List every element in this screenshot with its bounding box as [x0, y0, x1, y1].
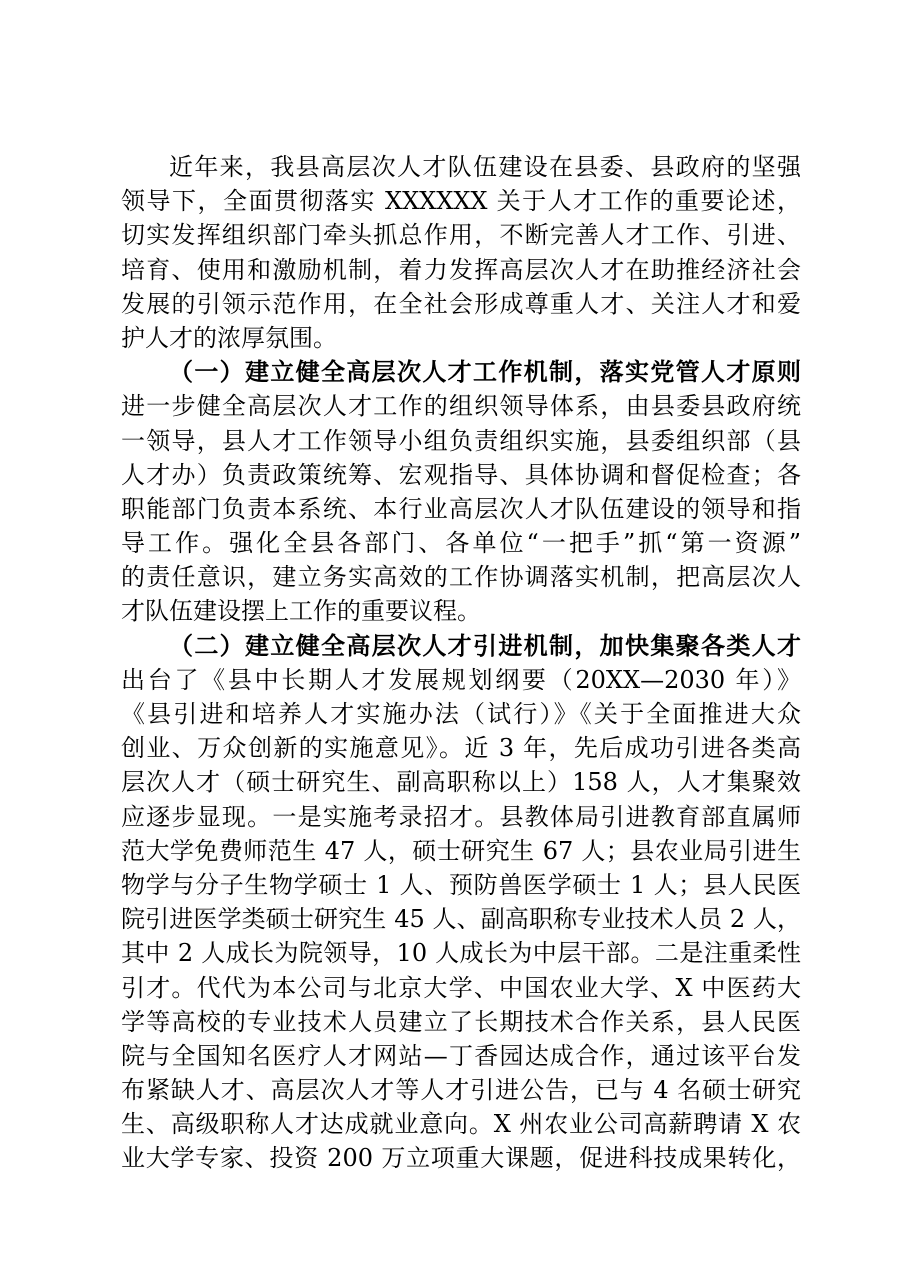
paragraph-intro: [121, 150, 801, 355]
text-line: 人才办）负责政策统筹、宏观指导、具体协调和督促检查；各: [121, 460, 801, 489]
text-line: 创业、万众创新的实施意见》。近 3 年，先后成功引进各类高: [121, 734, 801, 763]
text-line: 切实发挥组织部门牵头抓总作用，不断完善人才工作、引进、: [121, 221, 801, 250]
text-line: 一领导，县人才工作领导小组负责组织实施，县委组织部（县: [121, 426, 801, 455]
text-line: 职能部门负责本系统、本行业高层次人才队伍建设的领导和指: [121, 494, 801, 523]
text-line: 近年来，我县高层次人才队伍建设在县委、县政府的坚强: [169, 153, 801, 181]
text-line: 的责任意识，建立务实高效的工作协调落实机制，把高层次人: [121, 563, 801, 592]
text-line: 《县引进和培养人才实施办法（试行）》《关于全面推进大众: [121, 700, 801, 728]
text-line: 护人才的浓厚氛围。: [121, 323, 337, 352]
text-line: 培育、使用和激励机制，着力发挥高层次人才在助推经济社会: [121, 255, 801, 284]
document-body: [121, 150, 801, 1176]
text-line: 才队伍建设摆上工作的重要议程。: [121, 597, 481, 626]
text-line: 应逐步显现。一是实施考录招才。县教体局引进教育部直属师: [121, 802, 801, 831]
text-line: 其中 2 人成长为院领导，10 人成长为中层干部。二是注重柔性: [121, 939, 801, 968]
paragraph-section-2: [121, 663, 801, 1176]
text-line: 出台了《县中长期人才发展规划纲要（20XX—2030 年）》: [121, 665, 801, 694]
text-line: 进一步健全高层次人才工作的组织领导体系，由县委县政府统: [121, 392, 801, 421]
text-line: 导工作。强化全县各部门、各单位“一把手”抓“第一资源”: [121, 529, 801, 558]
section-heading-2: （二）建立健全高层次人才引进机制，加快集聚各类人才: [169, 631, 801, 660]
section-heading-1: （一）建立健全高层次人才工作机制，落实党管人才原则: [169, 358, 801, 387]
text-line: 发展的引领示范作用，在全社会形成尊重人才、关注人才和爱: [121, 289, 801, 318]
paragraph-section-1: [121, 389, 801, 628]
text-line: 院与全国知名医疗人才网站—丁香园达成合作，通过该平台发: [121, 1041, 801, 1070]
text-line: 层次人才（硕士研究生、副高职称以上）158 人，人才集聚效: [121, 768, 801, 797]
text-line: 业大学专家、投资 200 万立项重大课题，促进科技成果转化，: [121, 1144, 801, 1173]
text-line: 院引进医学类硕士研究生 45 人、副高职称专业技术人员 2 人，: [121, 905, 801, 934]
text-line: 学等高校的专业技术人员建立了长期技术合作关系，县人民医: [121, 1007, 801, 1036]
text-line: 物学与分子生物学硕士 1 人、预防兽医学硕士 1 人；县人民医: [121, 870, 801, 899]
text-line: 布紧缺人才、高层次人才等人才引进公告，已与 4 名硕士研究: [121, 1076, 801, 1105]
text-line: 范大学免费师范生 47 人，硕士研究生 67 人；县农业局引进生: [121, 836, 801, 865]
text-line: 引才。代代为本公司与北京大学、中国农业大学、X 中医药大: [121, 973, 801, 1002]
text-line: 领导下，全面贯彻落实 XXXXXX 关于人才工作的重要论述，: [121, 187, 801, 216]
text-line: 生、高级职称人才达成就业意向。X 州农业公司高薪聘请 X 农: [121, 1110, 801, 1139]
